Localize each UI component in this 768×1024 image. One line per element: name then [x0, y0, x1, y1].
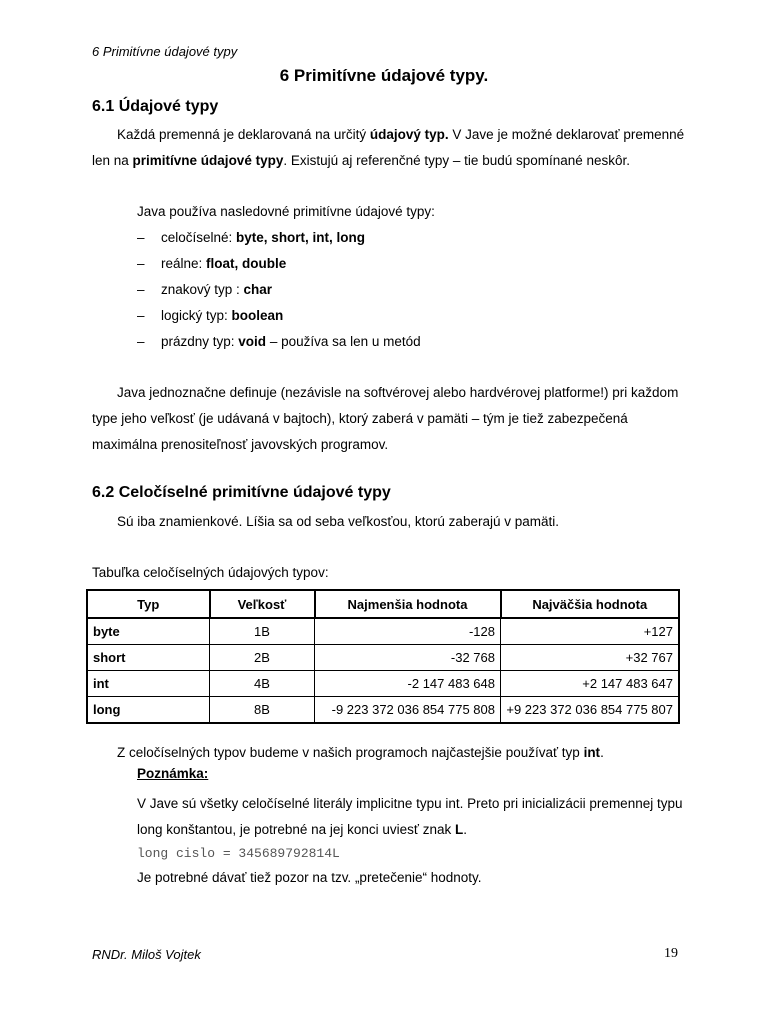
cell-max: +32 767: [501, 645, 680, 671]
list-item: – logický typ: boolean: [137, 308, 284, 323]
section-intro: Sú iba znamienkové. Líšia sa od seba veľkosťou, ktorú zaberajú v pamäti.: [117, 514, 559, 529]
cell-size: 4B: [210, 671, 315, 697]
cell-max: +127: [501, 618, 680, 645]
running-header: 6 Primitívne údajové typy: [92, 44, 238, 59]
column-header-min: Najmenšia hodnota: [315, 590, 501, 618]
list-item: – prázdny typ: void – používa sa len u metód: [137, 334, 421, 349]
cell-type: int: [87, 671, 210, 697]
primitive-types-list: [137, 225, 421, 355]
note-text: V Jave sú všetky celočíselné literály implicitne typu int. Preto pri inicializácii premennej typu long konštantou, je potrebné na jej konci uviesť znak L.: [137, 796, 683, 837]
cell-max: +9 223 372 036 854 775 807: [501, 697, 680, 724]
overflow-warning: Je potrebné dávať tiež pozor na tzv. „pretečenie“ hodnoty.: [137, 870, 482, 885]
cell-type: long: [87, 697, 210, 724]
cell-min: -128: [315, 618, 501, 645]
usage-sentence: Z celočíselných typov budeme v našich programoch najčastejšie používať typ int.: [117, 745, 604, 760]
table-caption: Tabuľka celočíselných údajových typov:: [92, 565, 329, 580]
list-intro: Java používa nasledovné primitívne údajové typy:: [137, 204, 435, 219]
note-title: Poznámka:: [137, 766, 209, 781]
list-item: – reálne: float, double: [137, 256, 287, 271]
column-header-max: Najväčšia hodnota: [501, 590, 680, 618]
table-row: [87, 645, 679, 671]
page-number: 19: [664, 946, 678, 961]
page-title: 6 Primitívne údajové typy.: [279, 66, 489, 85]
table-header-row: [87, 590, 679, 618]
cell-size: 2B: [210, 645, 315, 671]
table-row: [87, 697, 679, 724]
paragraph-platform: Java jednoznačne definuje (nezávisle na softvérovej alebo hardvérovej platforme!) pri každom type jeho veľkosť (je udávaná v bajtoch), ktorý zaberá v pamäti – tým je tiež zabezpečená maximálna prenositeľnosť javovských programov.: [92, 385, 679, 452]
paragraph-intro: Každá premenná je deklarovaná na určitý údajový typ. V Jave je možné deklarovať premenné len na primitívne údajové typy. Existujú aj referenčné typy – tie budú spomínané neskôr.: [92, 127, 685, 168]
cell-max: +2 147 483 647: [501, 671, 680, 697]
table-row: [87, 618, 679, 645]
table-row: [87, 671, 679, 697]
list-item: – znakový typ : char: [137, 282, 273, 297]
section-heading-6-1: 6.1 Údajové typy: [92, 98, 219, 115]
integer-types-table: [86, 589, 680, 724]
cell-size: 1B: [210, 618, 315, 645]
cell-size: 8B: [210, 697, 315, 724]
cell-type: short: [87, 645, 210, 671]
cell-min: -32 768: [315, 645, 501, 671]
cell-type: byte: [87, 618, 210, 645]
footer-author: RNDr. Miloš Vojtek: [92, 947, 201, 962]
list-item: – celočíselné: byte, short, int, long: [137, 230, 366, 245]
column-header-type: Typ: [87, 590, 210, 618]
column-header-size: Veľkosť: [210, 590, 315, 618]
section-heading-6-2: 6.2 Celočíselné primitívne údajové typy: [92, 484, 391, 501]
code-example: long cislo = 345689792814L: [137, 846, 340, 861]
cell-min: -9 223 372 036 854 775 808: [315, 697, 501, 724]
cell-min: -2 147 483 648: [315, 671, 501, 697]
